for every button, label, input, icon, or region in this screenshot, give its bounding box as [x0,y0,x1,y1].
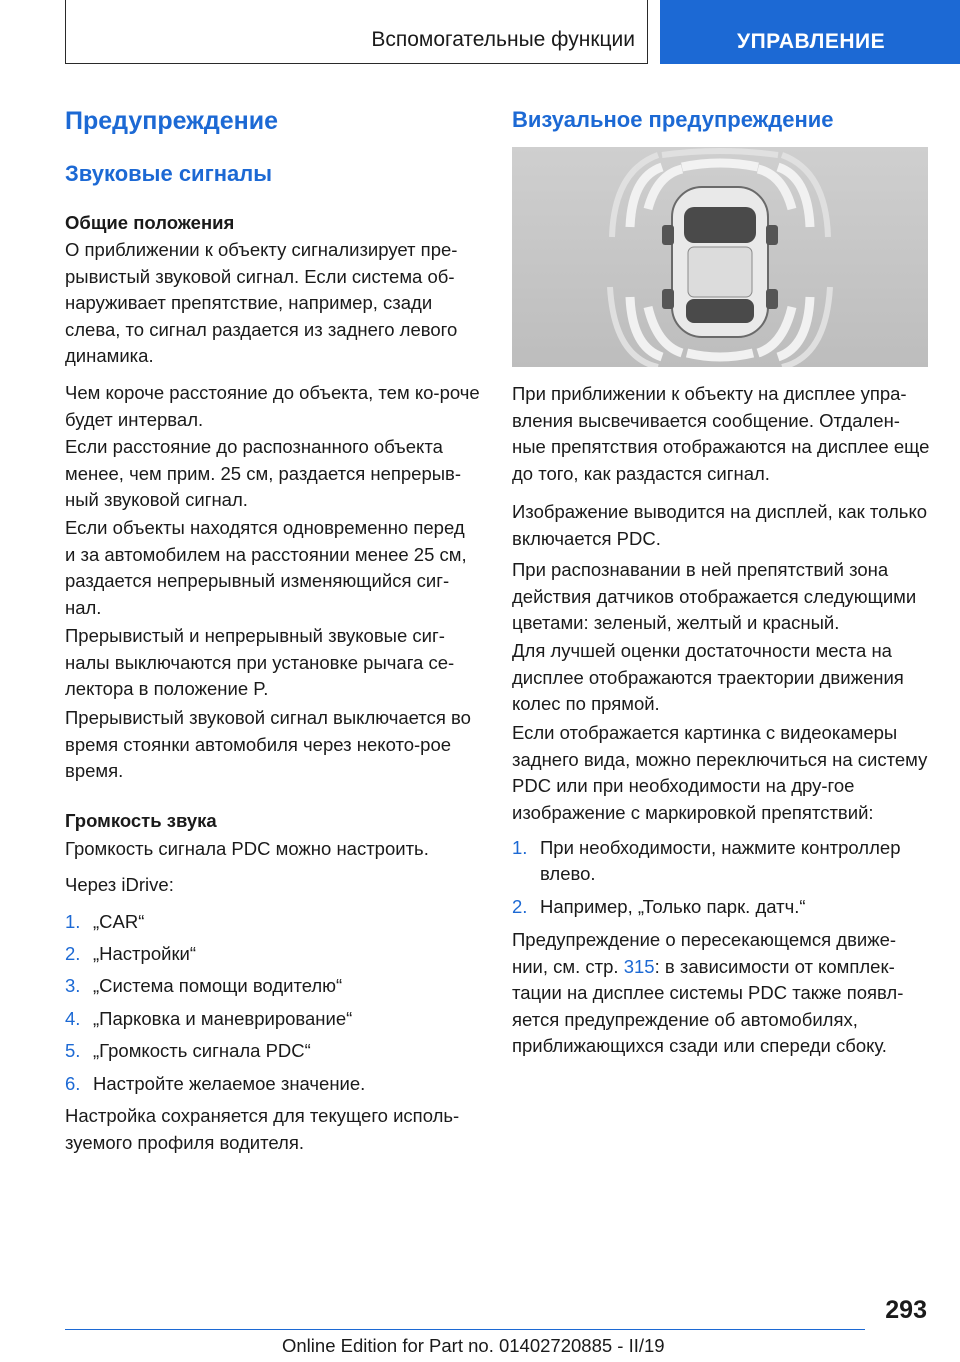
header-chapter-title: УПРАВЛЕНИЕ [737,30,886,53]
saved-note: Настройка сохраняется для текущего исполь-зуемого профиля водителя. [65,1105,460,1153]
step-item: 2. „Настройки“ [65,943,197,964]
paragraph: При приближении к объекту на дисплее упра-вления высвечивается сообщение. Отдален-ные препятствия отображаются на дисплее еще до того, как раздастся сигнал. [512,383,930,484]
idrive-intro: Через iDrive: [65,874,174,895]
step-item: 1. „CAR“ [65,911,145,932]
step-item: 3. „Система помощи водителю“ [65,975,343,996]
cross-traffic-paragraph: Предупреждение о пересекающемся движе-нии, см. стр. 315: в зависимости от комплек-тации на дисплее системы PDC также появл-яется предупреждение об автомобилях, приближающихся сзади или спереди сбоку. [512,929,904,1056]
section-title-sound: Звуковые сигналы [65,161,273,186]
paragraph: При распознавании в ней препятствий зона действия датчиков отображается следующими цветами: зеленый, желтый и красный. [512,559,917,633]
header-chapter-box [660,0,960,64]
step-item: 4. „Парковка и маневрирование“ [65,1008,353,1029]
step-item-continued: влево. [540,863,596,884]
paragraph: Если отображается картинка с видеокамеры заднего вида, можно переключиться на систему PDC или при необходимости на дру-гое изображение с маркировкой препятствий: [512,722,928,823]
edition-info: Online Edition for Part no. 01402720885 - II/19 [282,1335,665,1356]
section-title-visual: Визуальное предупреждение [512,107,834,132]
heading-general: Общие положения [65,212,235,233]
step-item: 2. Например, „Только парк. датч.“ [512,896,806,917]
paragraph: Прерывистый звуковой сигнал выключается во время стоянки автомобиля через некото-рое время. [65,707,471,781]
step-item: 6. Настройте желаемое значение. [65,1073,366,1094]
paragraph: Для лучшей оценки достаточности места на дисплее отображаются траектории движения колес по прямой. [512,640,904,714]
step-item: 1. При необходимости, нажмите контроллер [512,837,901,858]
header-section-box [65,0,648,64]
paragraph: Если объекты находятся одновременно перед и за автомобилем на расстоянии менее 25 см, раздается непрерывный изменяющийся сиг-нал. [65,517,467,618]
paragraph: Если расстояние до распознанного объекта менее, чем прим. 25 см, раздается непрерыв-ный звуковой сигнал. [65,436,462,510]
heading-volume: Громкость звука [65,810,217,831]
paragraph: О приближении к объекту сигнализирует пре-рывистый звуковой сигнал. Если система об-наруживает препятствие, например, сзади слева, то сигнал раздается из заднего левого динамика. [65,239,458,366]
footer-divider [65,1329,865,1330]
header-section-title: Вспомогательные функции [371,28,635,51]
page-number: 293 [885,1296,927,1324]
paragraph: Прерывистый и непрерывный звуковые сиг-налы выключаются при установке рычага се-лектора в положение P. [65,625,455,699]
page-title: Предупреждение [65,107,279,135]
step-item: 5. „Громкость сигнала PDC“ [65,1040,311,1061]
volume-text: Громкость сигнала PDC можно настроить. [65,838,429,859]
paragraph: Изображение выводится на дисплей, как только включается PDC. [512,501,928,549]
pdc-display-illustration [512,147,928,367]
paragraph: Чем короче расстояние до объекта, тем ко-роче будет интервал. [65,382,480,430]
page-link[interactable]: 315 [623,955,655,977]
